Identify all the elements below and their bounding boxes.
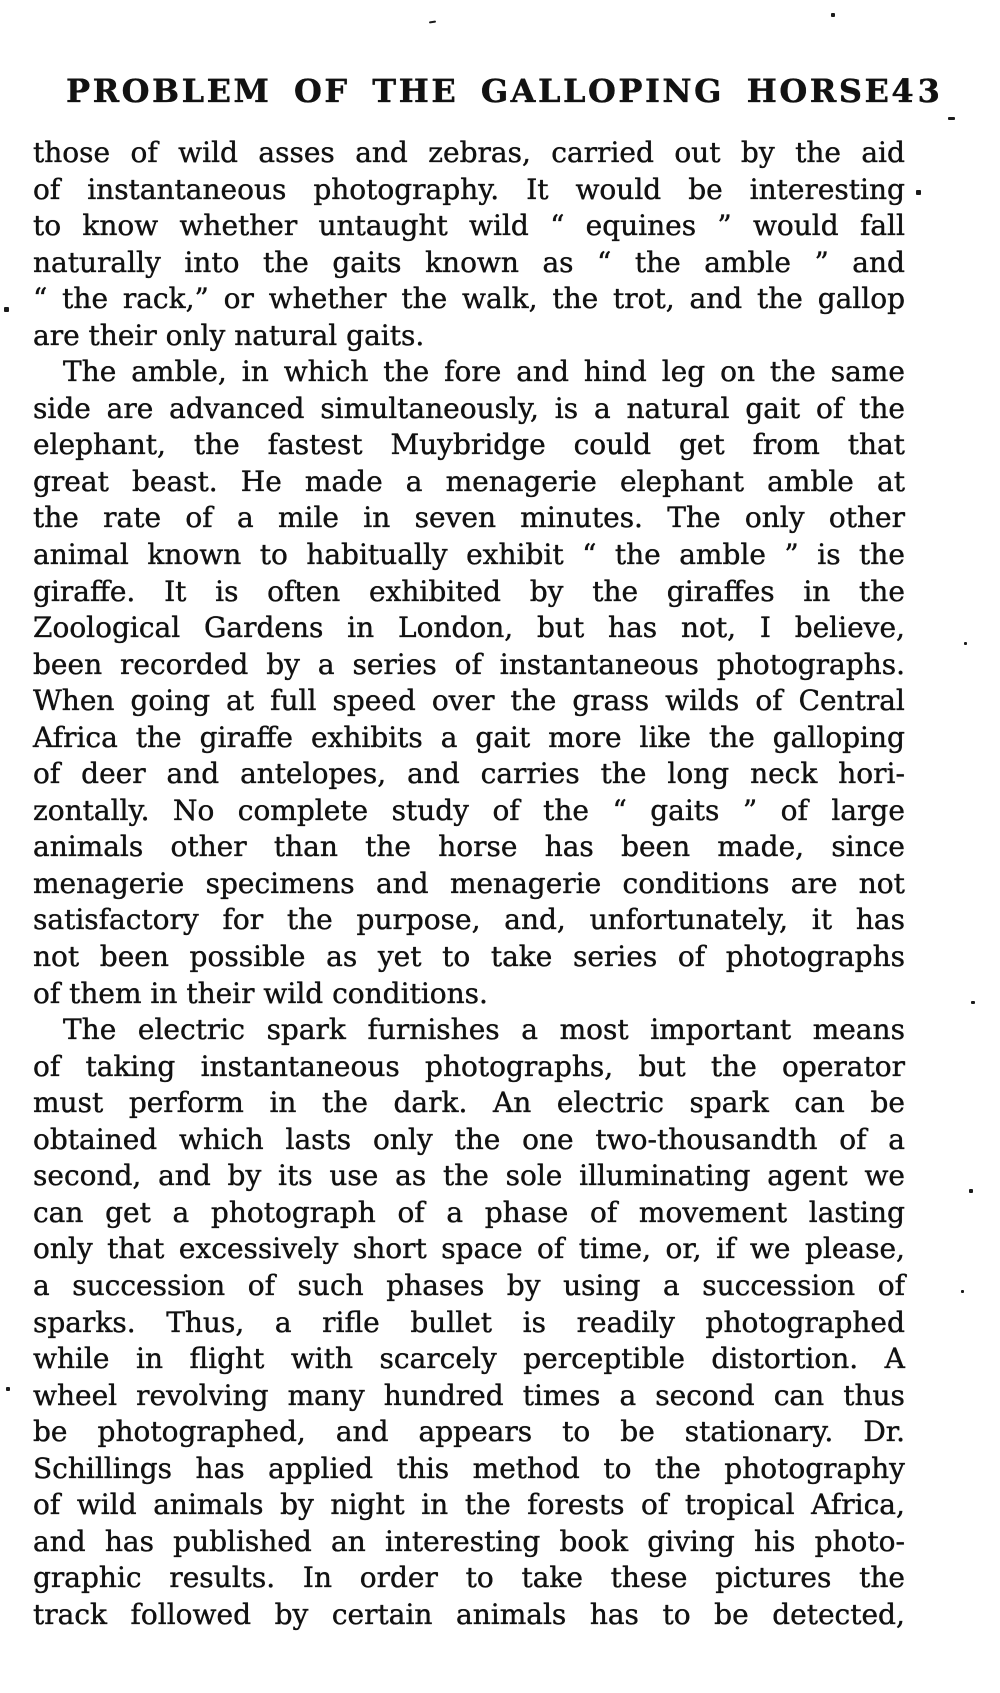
text-line: of taking instantaneous photographs, but the operator: [33, 1049, 905, 1083]
text-line: animal known to habitually exhibit “ the amble ” is the: [33, 538, 905, 572]
text-line: obtained which lasts only the one two-thousandth of a: [33, 1122, 905, 1156]
text-line: The amble, in which the fore and hind leg on the same: [63, 355, 905, 389]
text-line: wheel revolving many hundred times a second can thus: [33, 1378, 905, 1412]
text-line: of wild animals by night in the forests of tropical Africa,: [33, 1488, 905, 1522]
text-line: been recorded by a series of instantaneous photographs.: [33, 647, 905, 681]
page-body: [33, 136, 905, 1634]
text-line: The electric spark furnishes a most important means: [63, 1013, 905, 1047]
scan-speck: [6, 1387, 10, 1391]
text-line: the rate of a mile in seven minutes. The only other: [33, 501, 905, 535]
text-line: Zoological Gardens in London, but has not, I believe,: [33, 611, 905, 645]
text-line: be photographed, and appears to be stationary. Dr.: [33, 1415, 905, 1449]
scan-speck: [916, 190, 921, 195]
text-line: great beast. He made a menagerie elephant amble at: [33, 464, 905, 498]
text-line: Africa the giraffe exhibits a gait more like the galloping: [33, 720, 905, 754]
text-line: second, and by its use as the sole illuminating agent we: [33, 1159, 905, 1193]
text-line: track followed by certain animals has to be detected,: [33, 1597, 905, 1631]
page-title: PROBLEM OF THE GALLOPING HORSE: [66, 72, 892, 110]
text-line: a succession of such phases by using a succession of: [33, 1268, 905, 1302]
text-line: “ the rack,” or whether the walk, the trot, and the gallop: [33, 282, 905, 316]
text-line: animals other than the horse has been made, since: [33, 830, 905, 864]
text-line: while in flight with scarcely perceptible distortion. A: [33, 1342, 905, 1376]
text-line: only that excessively short space of time, or, if we please,: [33, 1232, 905, 1266]
text-line: are their only natural gaits.: [33, 318, 425, 352]
text-line: and has published an interesting book giving his photo-: [33, 1524, 905, 1558]
scan-speck: [964, 642, 967, 645]
scan-speck: [831, 13, 835, 17]
scan-speck: [961, 1290, 964, 1293]
text-line: not been possible as yet to take series of photographs: [33, 940, 905, 974]
scan-speck: [948, 117, 955, 120]
text-line: side are advanced simultaneously, is a natural gait of the: [33, 391, 905, 425]
page-number: 43: [891, 72, 944, 110]
scan-speck: [969, 1189, 973, 1193]
text-line: to know whether untaught wild “ equines ” would fall: [33, 209, 905, 243]
text-line: satisfactory for the purpose, and, unfortunately, it has: [33, 903, 905, 937]
text-line: of deer and antelopes, and carries the long neck hori-: [33, 757, 905, 791]
text-line: menagerie specimens and menagerie conditions are not: [33, 866, 905, 900]
text-line: Schillings has applied this method to the photography: [33, 1451, 905, 1485]
text-line: must perform in the dark. An electric spark can be: [33, 1086, 905, 1120]
scan-speck: [4, 307, 9, 312]
text-line: zontally. No complete study of the “ gaits ” of large: [33, 793, 905, 827]
text-line: elephant, the fastest Muybridge could get from that: [33, 428, 905, 462]
text-line: giraffe. It is often exhibited by the giraffes in the: [33, 574, 905, 608]
text-line: sparks. Thus, a rifle bullet is readily photographed: [33, 1305, 905, 1339]
scan-speck: [971, 1001, 975, 1004]
text-line: those of wild asses and zebras, carried out by the aid: [33, 136, 905, 169]
text-line: of them in their wild conditions.: [33, 976, 488, 1010]
text-line: of instantaneous photography. It would be interesting: [33, 172, 905, 206]
running-header: [66, 72, 944, 110]
text-line: can get a photograph of a phase of movement lasting: [33, 1195, 905, 1229]
text-line: graphic results. In order to take these pictures the: [33, 1561, 905, 1595]
text-line: When going at full speed over the grass wilds of Central: [33, 684, 905, 718]
scan-speck: [429, 21, 436, 24]
text-line: naturally into the gaits known as “ the amble ” and: [33, 245, 905, 279]
